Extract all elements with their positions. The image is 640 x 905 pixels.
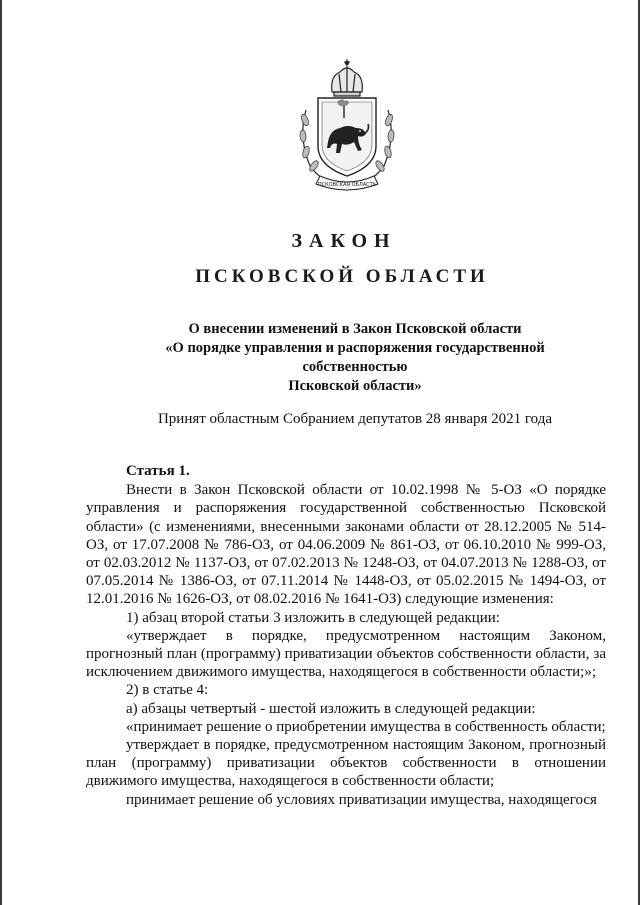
scan-edge-left bbox=[0, 0, 2, 905]
pskov-coat-of-arms-icon bbox=[292, 58, 402, 198]
article-body bbox=[86, 462, 606, 809]
article-paragraph: 1) абзац второй статьи 3 изложить в следующей редакции: bbox=[126, 609, 500, 626]
article-paragraph: Внести в Закон Псковской области от 10.02.1998 № 5-ОЗ «О порядке управления и распоряжения государственной собственностью Псковской области» (с изменениями, внесенными законами области от 28.12.2005 № 514-ОЗ, от 17.07.2008 № 786-ОЗ, от 04.06.2009 № 861-ОЗ, от 06.10.2010 № 999-ОЗ, от 02.03.2012 № 1137-ОЗ, от 07.02.2013 № 1248-ОЗ, от 04.07.2013 № 1288-ОЗ, от 07.05.2014 № 1386-ОЗ, от 07.11.2014 № 1448-ОЗ, от 05.02.2015 № 1494-ОЗ, от 12.01.2016 № 1626-ОЗ, от 08.02.2016 № 1641-ОЗ) следующие изменения: bbox=[86, 482, 606, 608]
emblem-motto: ПСКОВСКАЯ ОБЛАСТЬ bbox=[317, 182, 377, 188]
article-paragraph: «утверждает в порядке, предусмотренном настоящим Законом, прогнозный план (программу) приватизации объектов собственности области, за исключением движимого имущества, находящегося в собственности области;»; bbox=[86, 627, 606, 681]
document-title: ЗАКОН bbox=[291, 230, 397, 252]
subject-line-3: Псковской области» bbox=[288, 378, 422, 394]
subject-line-1: О внесении изменений в Закон Псковской области bbox=[188, 321, 522, 337]
article-paragraph: 2) в статье 4: bbox=[126, 682, 209, 699]
document-region: ПСКОВСКОЙ ОБЛАСТИ bbox=[195, 266, 489, 287]
article-paragraph: а) абзацы четвертый - шестой изложить в следующей редакции: bbox=[126, 700, 536, 717]
article-paragraph: утверждает в порядке, предусмотренном настоящим Законом, прогнозный план (программу) приватизации объектов собственности в отношении движимого имущества, находящегося в собственности области; bbox=[86, 737, 606, 790]
subject-line-2: «О порядке управления и распоряжения государственной собственностью bbox=[165, 340, 545, 375]
article-heading: Статья 1. bbox=[126, 463, 190, 479]
article-paragraph: «принимает решение о приобретении имущества в собственность области; bbox=[126, 718, 606, 735]
adoption-note: Принят областным Собранием депутатов 28 января 2021 года bbox=[157, 411, 553, 427]
article-paragraph: принимает решение об условиях приватизации имущества, находящегося bbox=[126, 791, 597, 808]
law-subject bbox=[118, 320, 592, 396]
